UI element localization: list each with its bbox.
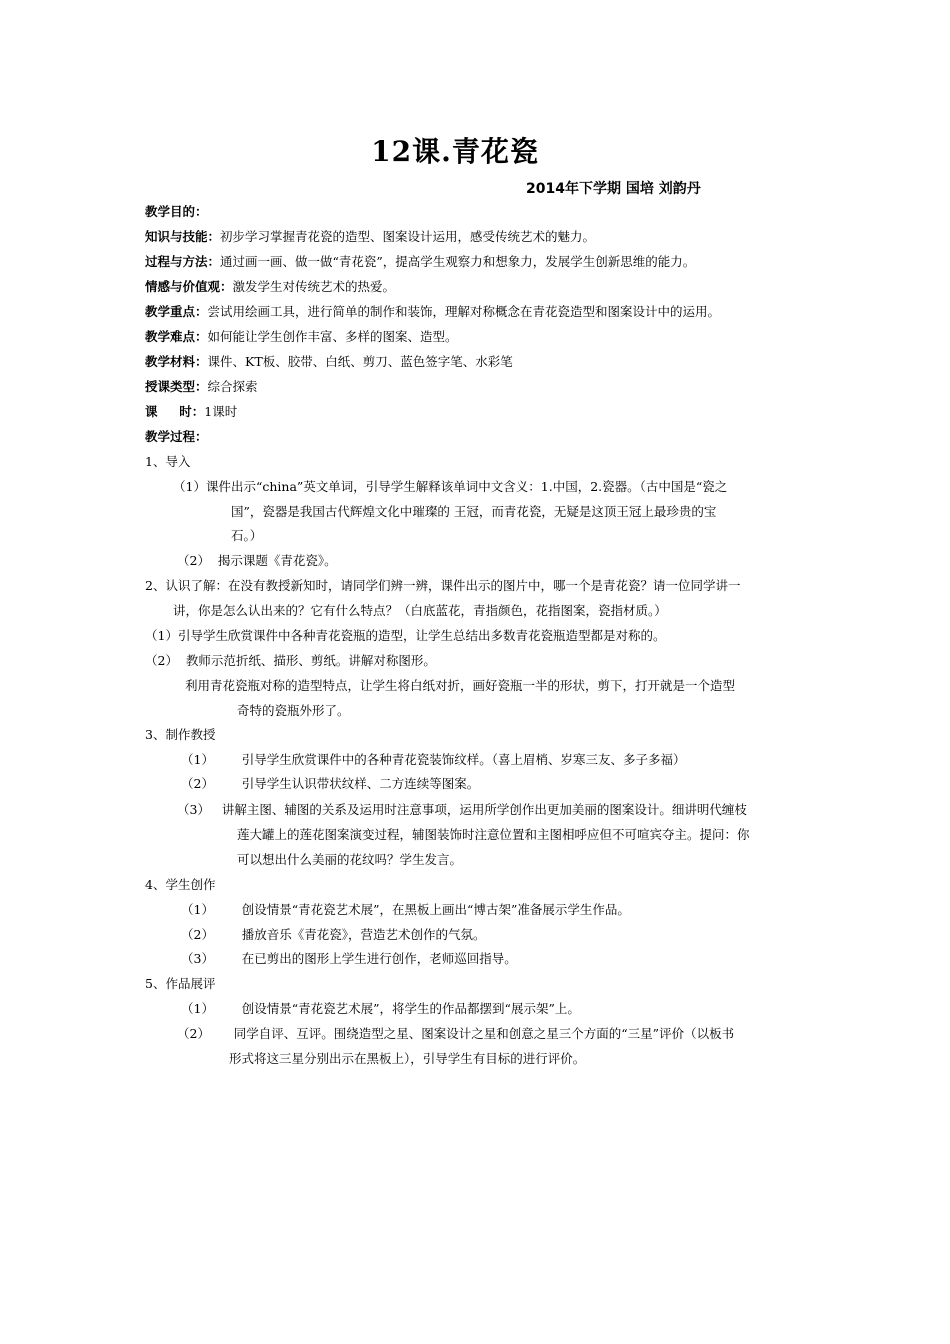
emotion-label: 情感与价值观： — [145, 279, 233, 294]
process-label: 过程与方法： — [145, 254, 221, 269]
section-3-item-1: （1） 引导学生欣赏课件中的各种青花瓷装饰纹样。（喜上眉梢、岁寒三友、多子多福） — [181, 752, 686, 767]
section-2-paragraph-line-2: 奇特的瓷瓶外形了。 — [237, 703, 350, 718]
focus-line — [145, 303, 720, 321]
type-label: 授课类型： — [145, 379, 208, 394]
section-4-heading: 4、学生创作 — [145, 877, 216, 892]
section-4-item-2: （2） 播放音乐《青花瓷》，营造艺术创作的气氛。 — [181, 927, 486, 942]
section-3-item-3-line-2: 莲大罐上的莲花图案演变过程，辅图装饰时注意位置和主图相呼应但不可喧宾夺主。提问：你 — [237, 827, 750, 842]
section-5-item-2-line-2: 形式将这三星分别出示在黑板上），引导学生有目标的进行评价。 — [229, 1051, 586, 1066]
difficulty-line — [145, 328, 458, 346]
process-line — [145, 253, 695, 271]
time-text: 1课时 — [204, 404, 238, 419]
section-1-item-2: （2） 揭示课题《青花瓷》。 — [177, 553, 337, 568]
section-3-item-3-line-1: （3） 讲解主图、辅图的关系及运用时注意事项，运用所学创作出更加美丽的图案设计。细讲明代缠枝 — [177, 802, 747, 817]
emotion-line — [145, 278, 395, 296]
section-1-heading: 1、导入 — [145, 454, 191, 469]
page-title: 12课.青花瓷 — [371, 135, 539, 168]
process-text: 通过画一画、做一做“青花瓷”，提高学生观察力和想象力，发展学生创新思维的能力。 — [220, 254, 696, 269]
section-2-line-1: 2、认识了解：在没有教授新知时，请同学们辨一辨，课件出示的图片中，哪一个是青花瓷？请一位同学讲一 — [145, 578, 741, 593]
materials-text: 课件、KT板、胶带、白纸、剪刀、蓝色签字笔、水彩笔 — [207, 354, 513, 369]
section-2-item-2: （2） 教师示范折纸、描形、剪纸。讲解对称图形。 — [145, 653, 436, 668]
author-line: 2014年下学期 国培 刘韵丹 — [526, 181, 701, 197]
knowledge-text: 初步学习掌握青花瓷的造型、图案设计运用，感受传统艺术的魅力。 — [220, 229, 596, 244]
time-line — [145, 403, 237, 421]
process-heading: 教学过程： — [145, 429, 208, 444]
knowledge-label: 知识与技能： — [145, 229, 221, 244]
section-5-heading: 5、作品展评 — [145, 976, 216, 991]
section-3-heading: 3、制作教授 — [145, 727, 216, 742]
time-label: 课 时： — [145, 404, 205, 419]
materials-line — [145, 353, 513, 371]
focus-text: 尝试用绘画工具，进行简单的制作和装饰，理解对称概念在青花瓷造型和图案设计中的运用。 — [207, 304, 721, 319]
section-4-item-1: （1） 创设情景“青花瓷艺术展”，在黑板上画出“博古架”准备展示学生作品。 — [181, 902, 630, 917]
section-2-paragraph-line-1: 利用青花瓷瓶对称的造型特点，让学生将白纸对折，画好瓷瓶一半的形状，剪下，打开就是一个造型 — [185, 678, 736, 693]
section-1-item-1-line-2: 国”，瓷器是我国古代辉煌文化中璀璨的 王冠，而青花瓷，无疑是这顶王冠上最珍贵的宝 — [231, 504, 717, 519]
section-4-item-3: （3） 在已剪出的图形上学生进行创作，老师巡回指导。 — [181, 951, 517, 966]
section-5-item-1: （1） 创设情景“青花瓷艺术展”，将学生的作品都摆到“展示架”上。 — [181, 1001, 580, 1016]
materials-label: 教学材料： — [145, 354, 208, 369]
section-3-item-2: （2） 引导学生认识带状纹样、二方连续等图案。 — [181, 776, 480, 791]
section-3-item-3-line-3: 可以想出什么美丽的花纹吗？学生发言。 — [237, 852, 463, 867]
knowledge-line — [145, 228, 595, 246]
section-2-item-1: （1）引导学生欣赏课件中各种青花瓷瓶的造型，让学生总结出多数青花瓷瓶造型都是对称的。 — [145, 628, 666, 643]
section-1-item-1-line-3: 石。） — [231, 528, 263, 543]
type-line — [145, 378, 258, 396]
type-text: 综合探索 — [207, 379, 258, 394]
difficulty-label: 教学难点： — [145, 329, 208, 344]
focus-label: 教学重点： — [145, 304, 208, 319]
emotion-text: 激发学生对传统艺术的热爱。 — [232, 279, 396, 294]
objectives-heading: 教学目的： — [145, 204, 208, 219]
section-1-item-1-line-1: （1）课件出示“china”英文单词，引导学生解释该单词中文含义：1.中国，2.瓷器。（古中国是“瓷之 — [173, 479, 728, 494]
section-5-item-2-line-1: （2） 同学自评、互评。围绕造型之星、图案设计之星和创意之星三个方面的“三星”评价（以板书 — [177, 1026, 735, 1041]
difficulty-text: 如何能让学生创作丰富、多样的图案、造型。 — [207, 329, 458, 344]
section-2-line-2: 讲，你是怎么认出来的？它有什么特点？（白底蓝花，青指颜色，花指图案，瓷指材质。） — [173, 603, 667, 618]
